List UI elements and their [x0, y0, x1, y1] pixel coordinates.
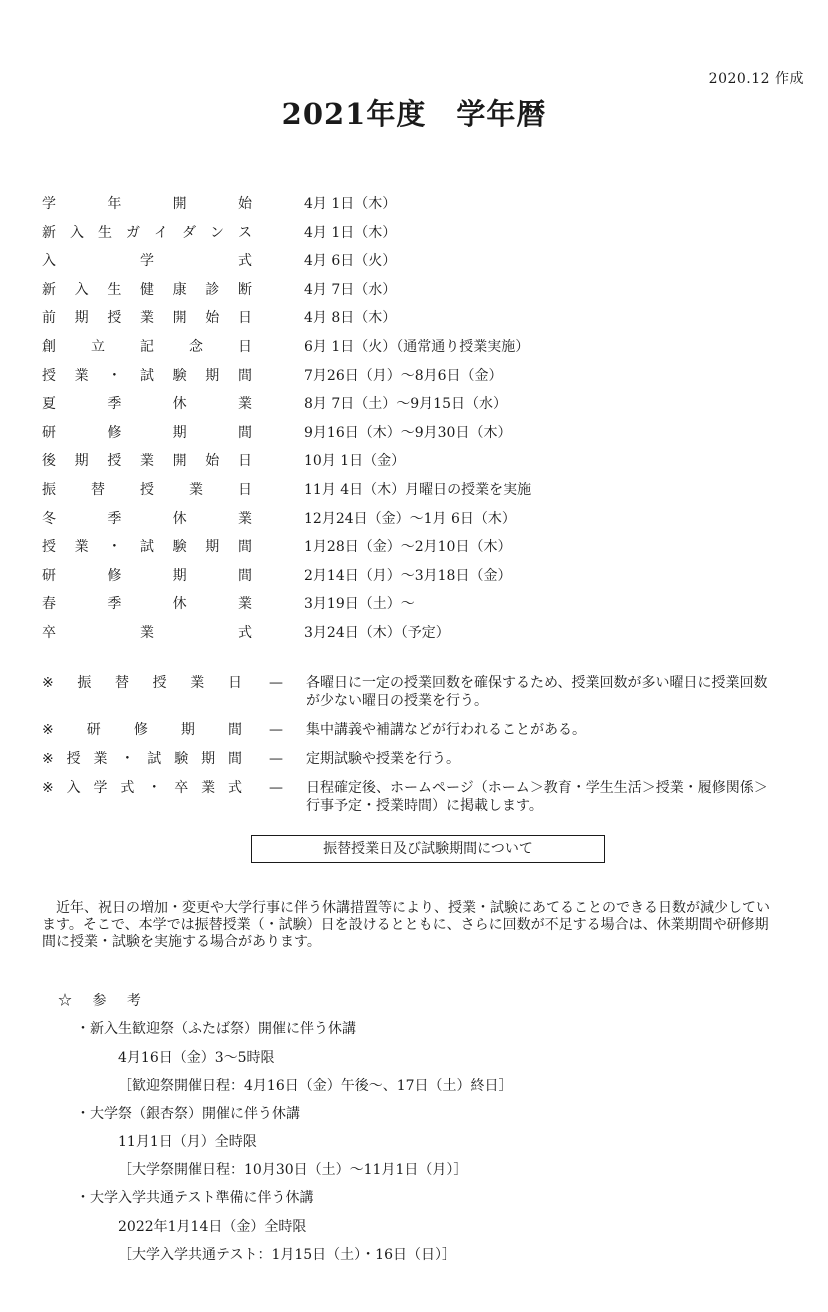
schedule-row: [42, 276, 802, 305]
reference-item-title: ・新入生歓迎祭（ふたば祭）開催に伴う休講: [76, 1021, 356, 1037]
schedule-date: 11月 4日（木）月曜日の授業を実施: [304, 481, 532, 498]
schedule-row: [42, 390, 802, 419]
note-dash: —: [269, 751, 283, 767]
schedule-date: 10月 1日（金）: [304, 453, 406, 470]
schedule-date: 9月16日（木）～9月30日（木）: [304, 424, 512, 441]
page-title: 2021年度 学年暦: [281, 97, 547, 131]
note-dash: —: [269, 780, 283, 796]
schedule-label: 入 学 式: [42, 253, 252, 270]
schedule-label: 創 立 記 念 日: [42, 338, 252, 355]
reference-item-time: 2022年1月14日（金）全時限: [118, 1219, 307, 1235]
schedule-label: 研 修 期 間: [42, 567, 252, 584]
schedule-date: 3月19日（土）～: [304, 596, 415, 613]
schedule-label: 授 業 ・ 試 験 期 間: [42, 539, 252, 556]
reference-item-time: 11月1日（月）全時限: [118, 1134, 257, 1150]
note-text: 各曜日に一定の授業回数を確保するため、授業回数が多い曜日に授業回数が少ない曜日の授業を行う。: [306, 675, 768, 709]
schedule-label: 新 入 生 健 康 診 断: [42, 281, 252, 298]
section-box-title: 振替授業日及び試験期間について: [251, 835, 605, 863]
schedule-date: 2月14日（月）～3月18日（金）: [304, 567, 512, 584]
schedule-row: [42, 362, 802, 391]
schedule-date: 4月 7日（水）: [304, 281, 397, 298]
reference-item-time: 4月16日（金）3～5時限: [118, 1050, 275, 1066]
note-dash: —: [269, 722, 283, 738]
schedule-row: [42, 533, 802, 562]
schedule-date: 4月 1日（木）: [304, 224, 397, 241]
schedule-label: 春 季 休 業: [42, 596, 252, 613]
schedule-label: 振 替 授 業 日: [42, 481, 252, 498]
schedule-label: 研 修 期 間: [42, 424, 252, 441]
schedule-row: [42, 447, 802, 476]
schedule-date: 7月26日（月）～8月6日（金）: [304, 367, 503, 384]
note-row: [42, 674, 782, 710]
note-row: [42, 750, 782, 768]
schedule-date: 8月 7日（土）～9月15日（水）: [304, 396, 507, 413]
note-dash: —: [269, 675, 283, 691]
schedule-label: 新 入 生 ガ イ ダ ン ス: [42, 224, 252, 241]
schedule-date: 4月 1日（木）: [304, 196, 397, 212]
reference-item-detail: ［歓迎祭開催日程：4月16日（金）午後～、17日（土）終日］: [118, 1078, 513, 1094]
note-text: 集中講義や補講などが行われることがある。: [306, 722, 586, 738]
schedule-row: [42, 562, 802, 591]
schedule-label: 前 期 授 業 開 始 日: [42, 310, 252, 327]
reference-heading: ☆ 参 考: [58, 993, 149, 1009]
schedule-list: [42, 190, 802, 648]
schedule-date: 4月 6日（火）: [304, 253, 397, 270]
note-text: 定期試験や授業を行う。: [306, 751, 460, 767]
schedule-row: [42, 304, 802, 333]
note-label: ※ 振 替 授 業 日: [42, 675, 242, 691]
schedule-date: 6月 1日（火）（通常通り授業実施）: [304, 338, 530, 355]
schedule-date: 12月24日（金）～1月 6日（木）: [304, 510, 516, 527]
schedule-date: 1月28日（金）～2月10日（木）: [304, 539, 512, 556]
notes-list: [42, 674, 782, 826]
reference-item-title: ・大学入学共通テスト準備に伴う休講: [76, 1190, 314, 1206]
schedule-row: [42, 476, 802, 505]
note-row: [42, 721, 782, 739]
schedule-row: [42, 590, 802, 619]
schedule-row: [42, 190, 802, 219]
schedule-label: 学 年 開 始: [42, 196, 252, 212]
schedule-date: 3月24日（木）（予定）: [304, 624, 450, 641]
reference-item-detail: ［大学入学共通テスト：1月15日（土）・16日（日）］: [118, 1247, 456, 1263]
schedule-label: 卒 業 式: [42, 624, 252, 641]
schedule-row: [42, 619, 802, 648]
schedule-row: [42, 247, 802, 276]
note-label: ※ 研 修 期 間: [42, 722, 242, 738]
schedule-label: 後 期 授 業 開 始 日: [42, 453, 252, 470]
reference-item-title: ・大学祭（銀杏祭）開催に伴う休講: [76, 1106, 300, 1122]
created-date: 2020.12 作成: [708, 71, 804, 87]
schedule-label: 夏 季 休 業: [42, 396, 252, 413]
schedule-row: [42, 333, 802, 362]
note-label: ※ 入 学 式 ・ 卒 業 式: [42, 780, 242, 796]
note-label: ※ 授 業 ・ 試 験 期 間: [42, 751, 242, 767]
schedule-date: 4月 8日（木）: [304, 310, 397, 327]
schedule-label: 冬 季 休 業: [42, 510, 252, 527]
reference-item-detail: ［大学祭開催日程：10月30日（土）～11月1日（月）］: [118, 1162, 468, 1178]
schedule-row: [42, 505, 802, 534]
schedule-row: [42, 219, 802, 248]
note-row: [42, 779, 782, 815]
schedule-label: 授 業 ・ 試 験 期 間: [42, 367, 252, 384]
schedule-row: [42, 419, 802, 448]
explanation-paragraph: 近年、祝日の増加・変更や大学行事に伴う休講措置等により、授業・試験にあてることのできる日数が減少しています。そこで、本学では振替授業（・試験）日を設けるとともに、さらに回数が不足する場合は、休業期間や研修期間に授業・試験を実施する場合があります。: [42, 900, 770, 950]
note-text: 日程確定後、ホームページ（ホーム＞教育・学生生活＞授業・履修関係＞行事予定・授業時間）に掲載します。: [306, 780, 768, 814]
